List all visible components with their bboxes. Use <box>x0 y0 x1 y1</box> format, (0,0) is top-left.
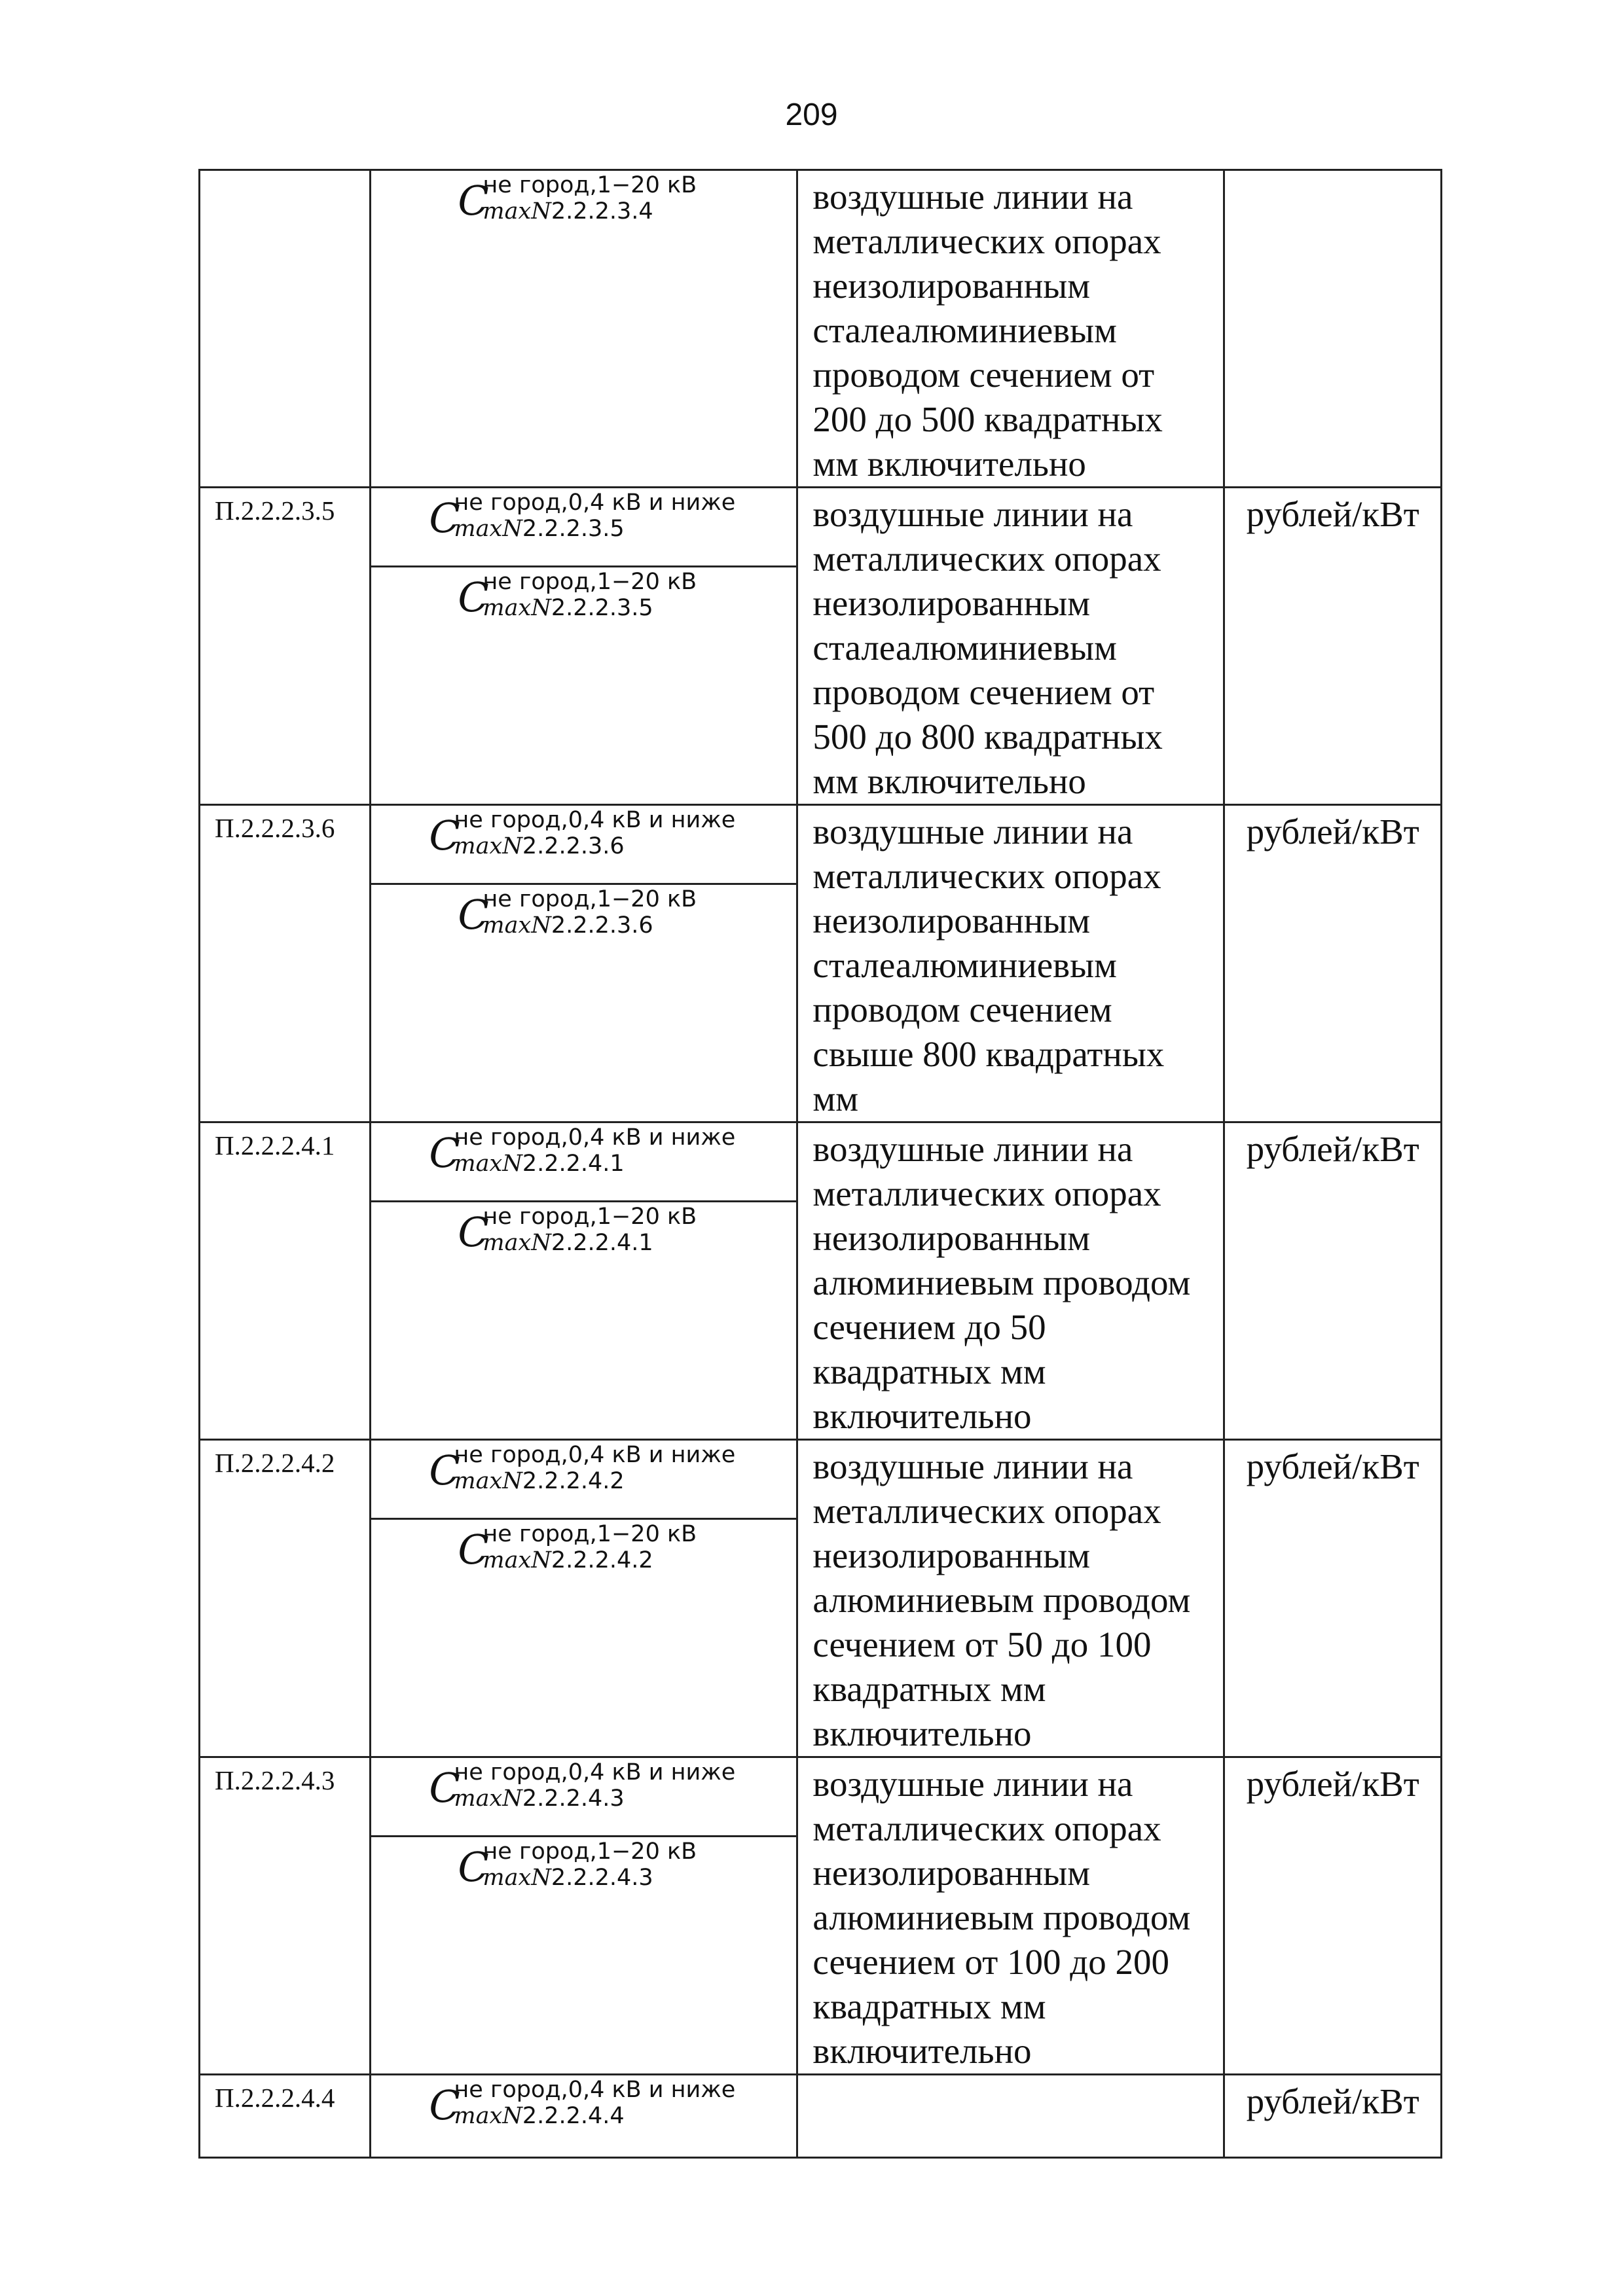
table-row <box>200 805 1442 1122</box>
formula-symbol: C <box>429 2081 460 2129</box>
table-row <box>200 2075 1442 2158</box>
table-row <box>200 1440 1442 1757</box>
description-cell: воздушные линии на металлических опорах неизолированным алюминиевым проводом сечением от 50 до 100 квадратных мм включительно <box>797 1440 1224 1757</box>
formula-symbol: C <box>458 1208 489 1256</box>
description-cell <box>797 2075 1224 2158</box>
code-cell <box>200 170 371 488</box>
formula <box>371 1123 796 1200</box>
formula <box>371 488 796 565</box>
code-cell: П.2.2.2.4.2 <box>200 1440 371 1757</box>
page-number: 209 <box>785 98 838 132</box>
unit-cell: рублей/кВт <box>1224 805 1442 1122</box>
table-row <box>200 488 1442 805</box>
formula-symbol: C <box>458 891 489 939</box>
formula-cell <box>371 488 797 805</box>
description-cell: воздушные линии на металлических опорах неизолированным алюминиевым проводом сечением от 100 до 200 квадратных мм включительно <box>797 1757 1224 2075</box>
formula-superscript: не город,1−20 кВ <box>483 569 697 595</box>
table-row <box>200 1122 1442 1440</box>
formula-cell <box>371 805 797 1122</box>
formula-superscript: не город,0,4 кВ и ниже <box>454 2077 736 2103</box>
formula-symbol: C <box>458 573 489 621</box>
formula-subscript: maxN2.2.2.4.2 <box>454 1468 625 1494</box>
formula-symbol: C <box>429 1129 460 1177</box>
formula-superscript: не город,1−20 кВ <box>483 1521 697 1547</box>
formula-subscript: maxN2.2.2.4.3 <box>454 1785 625 1812</box>
formula <box>371 171 796 248</box>
tariff-table <box>198 169 1442 2159</box>
formula <box>371 1518 796 1597</box>
formula-symbol: C <box>429 812 460 859</box>
code-cell: П.2.2.2.4.1 <box>200 1122 371 1440</box>
formula-subscript: maxN2.2.2.4.1 <box>483 1230 653 1256</box>
formula <box>371 1758 796 1835</box>
formula-superscript: не город,0,4 кВ и ниже <box>454 1124 736 1151</box>
formula-superscript: не город,1−20 кВ <box>483 886 697 912</box>
formula-symbol: C <box>458 177 489 224</box>
unit-cell: рублей/кВт <box>1224 488 1442 805</box>
formula-cell <box>371 170 797 488</box>
formula-symbol: C <box>458 1526 489 1573</box>
formula-subscript: maxN2.2.2.4.1 <box>454 1151 625 1177</box>
table-row <box>200 1757 1442 2075</box>
code-cell: П.2.2.2.3.5 <box>200 488 371 805</box>
code-cell: П.2.2.2.3.6 <box>200 805 371 1122</box>
formula <box>371 2075 796 2153</box>
formula-cell <box>371 1757 797 2075</box>
formula-subscript: maxN2.2.2.4.2 <box>483 1547 653 1573</box>
formula-superscript: не город,0,4 кВ и ниже <box>454 1442 736 1468</box>
unit-cell <box>1224 170 1442 488</box>
formula-superscript: не город,1−20 кВ <box>483 172 697 198</box>
formula <box>371 806 796 883</box>
formula-superscript: не город,0,4 кВ и ниже <box>454 490 736 516</box>
formula-superscript: не город,1−20 кВ <box>483 1204 697 1230</box>
description-cell: воздушные линии на металлических опорах неизолированным сталеалюминиевым проводом сечением свыше 800 квадратных мм <box>797 805 1224 1122</box>
unit-cell: рублей/кВт <box>1224 1440 1442 1757</box>
table-row <box>200 170 1442 488</box>
formula <box>371 883 796 962</box>
formula-subscript: maxN2.2.2.3.5 <box>454 516 625 542</box>
formula-symbol: C <box>429 1764 460 1812</box>
formula-subscript: maxN2.2.2.4.3 <box>483 1865 653 1891</box>
description-cell: воздушные линии на металлических опорах неизолированным сталеалюминиевым проводом сечением от 200 до 500 квадратных мм включительно <box>797 170 1224 488</box>
unit-cell: рублей/кВт <box>1224 1757 1442 2075</box>
formula-subscript: maxN2.2.2.4.4 <box>454 2103 625 2129</box>
formula-subscript: maxN2.2.2.3.6 <box>454 833 625 859</box>
formula-symbol: C <box>429 494 460 542</box>
description-cell: воздушные линии на металлических опорах неизолированным алюминиевым проводом сечением до 50 квадратных мм включительно <box>797 1122 1224 1440</box>
description-cell: воздушные линии на металлических опорах неизолированным сталеалюминиевым проводом сечением от 500 до 800 квадратных мм включительно <box>797 488 1224 805</box>
code-cell: П.2.2.2.4.4 <box>200 2075 371 2158</box>
formula-symbol: C <box>429 1446 460 1494</box>
formula-subscript: maxN2.2.2.3.6 <box>483 912 653 939</box>
formula-superscript: не город,0,4 кВ и ниже <box>454 1759 736 1785</box>
formula-cell <box>371 1440 797 1757</box>
formula-subscript: maxN2.2.2.3.5 <box>483 595 653 621</box>
formula-subscript: maxN2.2.2.3.4 <box>483 198 653 224</box>
formula <box>371 1835 796 1914</box>
formula-symbol: C <box>458 1843 489 1891</box>
formula-superscript: не город,1−20 кВ <box>483 1839 697 1865</box>
code-cell: П.2.2.2.4.3 <box>200 1757 371 2075</box>
unit-cell: рублей/кВт <box>1224 1122 1442 1440</box>
formula <box>371 1441 796 1518</box>
unit-cell: рублей/кВт <box>1224 2075 1442 2158</box>
formula-cell <box>371 2075 797 2158</box>
formula-superscript: не город,0,4 кВ и ниже <box>454 807 736 833</box>
formula <box>371 1200 796 1280</box>
formula-cell <box>371 1122 797 1440</box>
formula <box>371 565 796 645</box>
